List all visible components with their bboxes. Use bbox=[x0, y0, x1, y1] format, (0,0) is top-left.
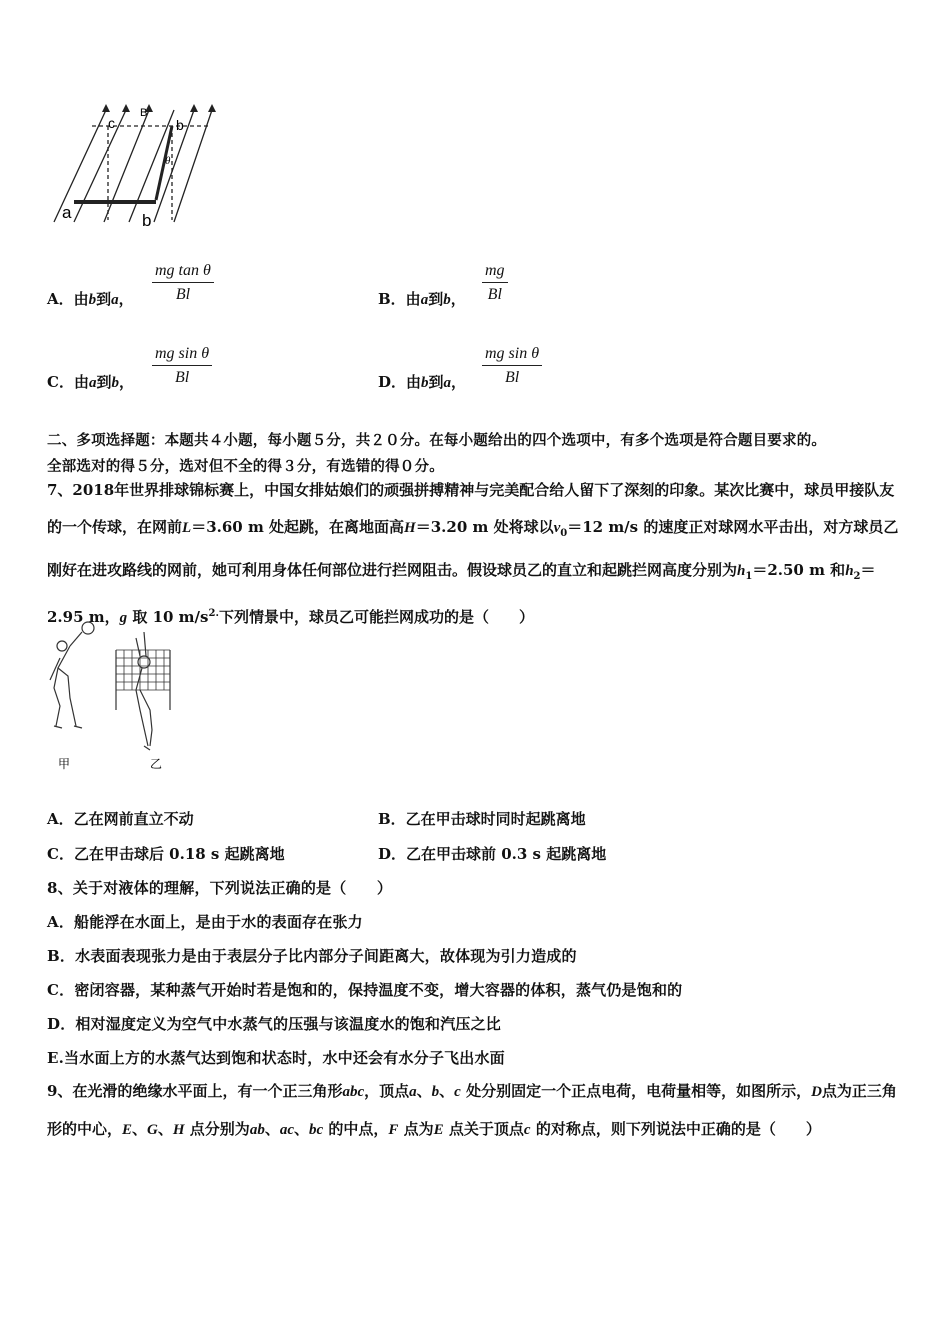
q8-option-c[interactable]: C．密闭容器，某种蒸气开始时若是饱和的，保持温度不变，增大容器的体积，蒸气仍是饱和的 bbox=[47, 981, 683, 999]
q8-option-d[interactable]: D．相对湿度定义为空气中水蒸气的压强与该温度水的饱和汽压之比 bbox=[47, 1015, 502, 1033]
fig1-label-theta: θ bbox=[165, 155, 171, 167]
q8-option-b[interactable]: B．水表面表现张力是由于表层分子比内部分子间距离大，故体现为引力造成的 bbox=[47, 947, 577, 965]
q6-option-d[interactable]: D．由b到a， bbox=[378, 373, 467, 391]
q8-option-a[interactable]: A．船能浮在水面上，是由于水的表面存在张力 bbox=[47, 913, 363, 931]
q6-option-a[interactable]: A．由b到a， bbox=[47, 290, 134, 308]
q7-option-d[interactable]: D．乙在甲击球前 0.3 s 起跳离地 bbox=[378, 845, 607, 863]
fig1-label-a: a bbox=[62, 203, 72, 222]
q7-option-c[interactable]: C．乙在甲击球后 0.18 s 起跳离地 bbox=[47, 845, 285, 863]
fig1-label-c: c bbox=[108, 115, 115, 131]
q9-stem: 9、在光滑的绝缘水平面上，有一个正三角形abc，顶点a、b、c 处分别固定一个正点电荷，电荷量相等，如图所示，D点为正三角形的中心，E、G、H 点分别为ab、ac、bc 的中点，F 点为E 点关于顶点c 的对称点，则下列说法中正确的是（ ） bbox=[47, 1082, 897, 1138]
q6-option-b[interactable]: B．由a到b， bbox=[378, 290, 466, 308]
q6-option-c-fraction: $\frac{\text{mg sin θ}}{Bl}$ bbox=[152, 345, 212, 387]
q7-option-a[interactable]: A．乙在网前直立不动 bbox=[47, 810, 194, 828]
player-yi-label: 乙 bbox=[150, 757, 163, 771]
rail-field-figure bbox=[44, 100, 224, 230]
q7-stem: 7、2018年世界排球锦标赛上，中国女排姑娘们的顽强拼搏精神与完美配合给人留下了深刻的印象。某次比赛中，球员甲接队友的一个传球，在网前L＝3.60 m 处起跳，在离地面高H＝3.20 m 处将球以$v_0=12$ m/s 的速度正对球网水平击出，对方球员乙刚好在进攻路线的网前，她可利用身体任何部位进行拦网阻击。假设球员乙的直立和起跳拦网高度分别为$h_1=2.50$ m 和$h_2=2.95$ m，g 取 10 $m/s^{2.}$下列情景中，球员乙可能拦网成功的是（ ） bbox=[47, 481, 899, 626]
q8-stem: 8、关于对液体的理解，下列说法正确的是（ ） bbox=[47, 879, 393, 897]
player-jia-label: 甲 bbox=[58, 757, 71, 771]
q7-option-b[interactable]: B．乙在甲击球时同时起跳离地 bbox=[378, 810, 586, 828]
q6-option-c[interactable]: C．由a到b， bbox=[47, 373, 134, 391]
q8-option-e[interactable]: E.当水面上方的水蒸气达到饱和状态时，水中还会有水分子飞出水面 bbox=[47, 1049, 505, 1067]
fig1-label-b: b bbox=[142, 211, 152, 230]
q6-option-a-fraction: $\frac{\text{mg tan θ}}{Bl}$ bbox=[152, 262, 214, 304]
section2-heading-line2: 全部选对的得５分，选对但不全的得３分，有选错的得０分。 bbox=[47, 458, 444, 475]
q6-option-b-fraction: $\frac{mg}{Bl}$ bbox=[482, 262, 508, 304]
q6-option-d-fraction: $\frac{\text{mg sin θ}}{Bl}$ bbox=[482, 345, 542, 387]
fig1-label-B: B bbox=[140, 107, 148, 119]
volleyball-players-figure bbox=[40, 618, 200, 778]
fig1-label-b-top: b bbox=[176, 117, 184, 133]
section2-heading-line1: 二、多项选择题：本题共４小题，每小题５分，共２０分。在每小题给出的四个选项中，有多个选项是符合题目要求的。 bbox=[47, 432, 827, 449]
